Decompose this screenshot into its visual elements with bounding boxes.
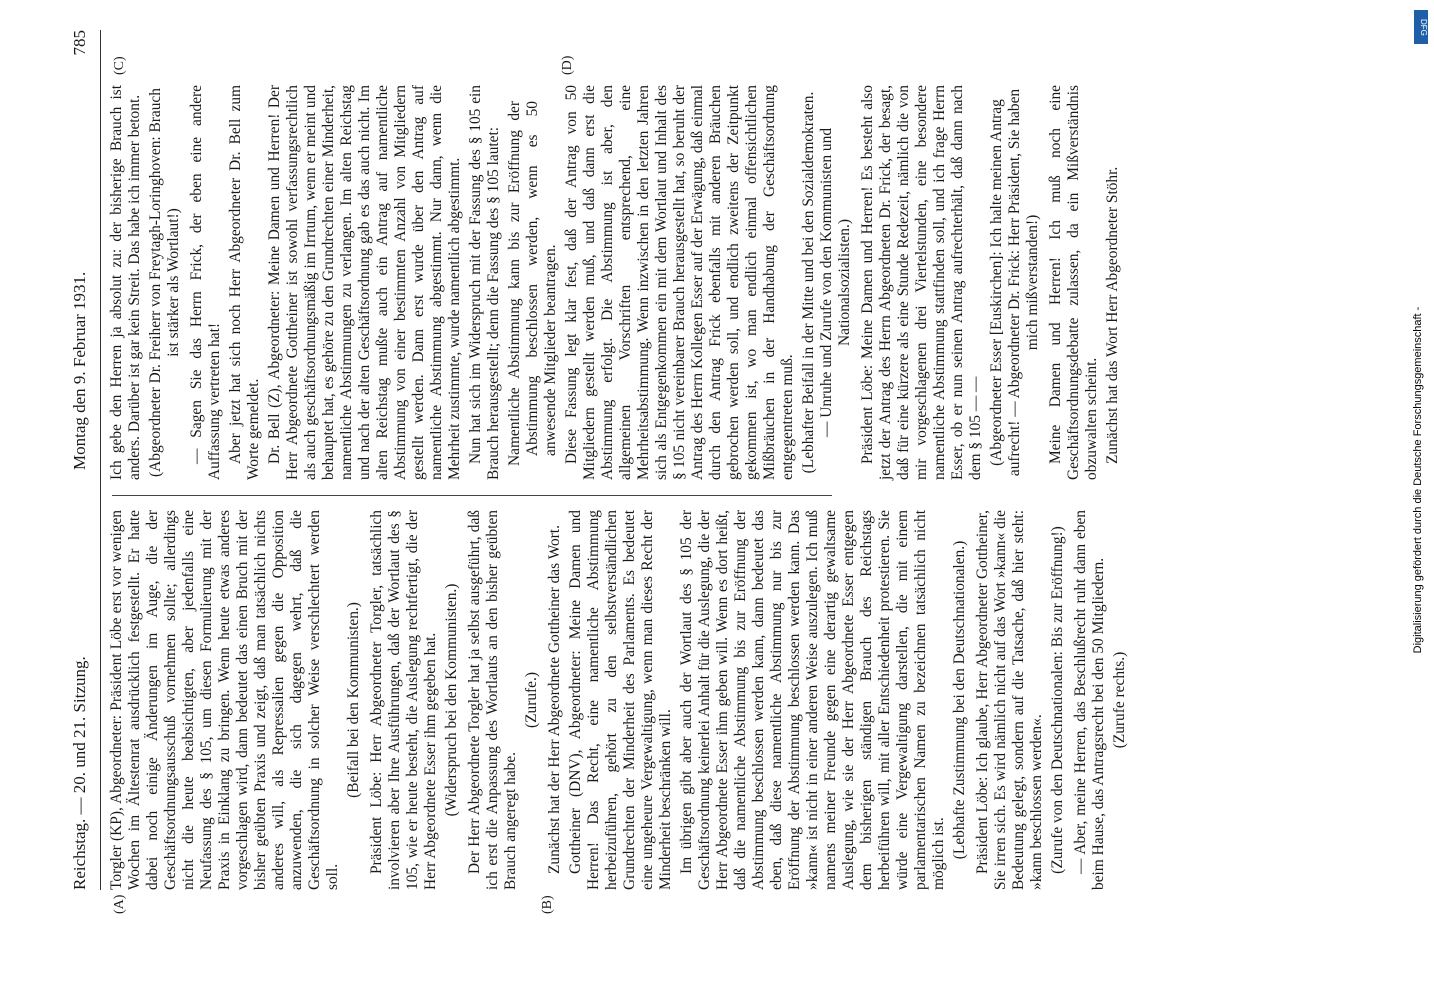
interjection: (Abgeordneter Dr. Freiherr von Freytagh-Loringhoven: Brauch ist stärker als Wortlaut!): [147, 88, 182, 477]
digitization-credit: [1408, 0, 1430, 1000]
paragraph: Dr. Bell (Z), Abgeordneter: Meine Damen und Herren! Der Herr Abgeordnete Gottheiner ist sowohl verfassungsrechtlich als auch geschäftsordnungsmäßig im Irrtum, wenn er meint und behauptet hat, es gehöre zu den Grundrechten einer Minderheit, namentliche Abstimmungen zu verlangen. Im alten Reichstag und nach der alten Geschäftsordnung gab es das auch nicht. Im alten Reichstag mußte auch ein Antrag auf namentliche Abstimmung von einer bestimmten Anzahl von Mitgliedern gestellt werden. Dann erst wurde über den Antrag auf namentliche Abstimmung abgestimmt. Nur dann, wenn die Mehrheit zustimmte, wurde namentlich abgestimmt.: [266, 85, 463, 480]
paragraph: Präsident Löbe: Meine Damen und Herren! Es besteht also jetzt der Antrag des Herrn Abgeordneten Dr. Frick, der besagt, daß für eine kürzere als eine Stunde Redezeit, nämlich die von mir vorgeschlagenen drei Viertelstunden, eine besondere namentliche Abstimmung stattfinden soll, und ich frage Herrn Esser, ob er nun seinen Antrag aufrechterhält, daß dann nach dem § 105 — —: [859, 85, 984, 480]
column-right: [108, 85, 1121, 480]
paragraph: Präsident Löbe: Herr Abgeordneter Torgler, tatsächlich involvieren aber Ihre Ausführungen, daß der Wortlaut des § 105, wie er heute besteht, die Auslegung rechtfertigt, die der Herr Abgeordnete Esser ihm gegeben hat.: [368, 510, 439, 890]
interjection: (Zurufe rechts.): [1111, 651, 1128, 749]
interjection: (Beifall bei den Kommunisten.): [345, 602, 362, 798]
paragraph: — Aber, meine Herren, das Beschlußrecht ruht dann eben beim Hause, das Antragsrecht bei den 50 Mitgliedern.: [1072, 510, 1107, 890]
paragraph: Nun hat sich im Widerspruch mit der Fassung des § 105 ein Brauch herausgestellt; denn die Fassung des § 105 lautet:: [467, 85, 502, 480]
paragraph: Meine Damen und Herren! Ich muß noch eine Geschäftsordnungsdebatte zulassen, da ein Mißverständnis obzuwalten scheint.: [1047, 85, 1100, 480]
margin-c: (C): [112, 56, 127, 75]
margin-b: (B): [540, 895, 555, 914]
header-left: Reichstag. — 20. und 21. Sitzung.: [70, 656, 89, 890]
credit-text: Digitalisierung gefördert durch die Deutsche Forschungsgemeinschaft -: [1412, 306, 1424, 654]
quoted-rule: Namentliche Abstimmung kann bis zur Eröffnung der Abstimmung beschlossen werden, wenn es 50 anwesende Mitglieder beantragen.: [506, 101, 559, 466]
interjection: (Zurufe von den Deutschnationalen: Bis zur Eröffnung!): [1049, 526, 1066, 874]
dfg-logo: DFG: [1414, 10, 1428, 44]
paragraph: Im übrigen gibt aber auch der Wortlaut des § 105 der Geschäftsordnung keinerlei Anhalt für die Auslegung, die der Herr Abgeordnete Esser ihm geben will. Wenn es dort heißt, daß die namentliche Abstimmung bis zur Eröffnung der Abstimmung beschlossen werden kann, dann bedeutet das eben, daß diese namentliche Abstimmung nur bis zur Eröffnung der Abstimmung beschlossen werden kann. Das »kann« ist nicht in einer anderen Weise auszulegen. Ich muß namens meiner Freunde gegen eine derartig gewaltsame Auslegung, wie sie der Herr Abgeordnete Esser entgegen dem bisherigen ständigen Brauch des Reichstags herbeiführen will, mit aller Entschiedenheit protestieren. Sie würde eine Vergewaltigung darstellen, die mit einem parlamentarischen Namen zu bezeichnen tatsächlich nicht möglich ist.: [678, 510, 947, 890]
paragraph: Torgler (KP), Abgeordneter: Präsident Löbe erst vor wenigen Wochen im Ältestenrat ausdrücklich festgestellt. Er hatte dabei noch einige Änderungen im Auge, die der Geschäftsordnungsausschuß vornehmen sollte; allerdings nicht die heute beabsichtigten, aber jedenfalls eine Neufassung des § 105, um diesen Formulierung mit der Praxis in Einklang zu bringen. Wenn heute etwas anderes vorgeschlagen wird, dann bedeutet das einen Bruch mit der bisher geübten Praxis und zeigt, daß man tatsächlich nichts anderes will, als Repressalien gegen die Opposition anzuwenden, die sich dagegen wehrt, daß die Geschäftsordnung in solcher Weise verschlechtert werden soll.: [108, 510, 341, 890]
paragraph: Zunächst hat das Wort Herr Abgeordneter Stöhr.: [1104, 166, 1121, 464]
page-header: [70, 30, 98, 890]
interjection: (Lebhafte Zustimmung bei den Deutschnationalen.): [951, 540, 968, 860]
header-rule: [100, 30, 101, 890]
paragraph: Der Herr Abgeordnete Torgler hat ja selbst ausgeführt, daß ich erst die Anpassung des Wortlauts an den bisher geübten Brauch angeregt habe.: [466, 510, 519, 890]
paragraph: Ich gebe den Herren ja absolut zu: der bisherige Brauch ist anders. Darüber ist gar kein Streit. Das habe ich immer betont.: [108, 85, 143, 480]
paragraph: Aber jetzt hat sich noch Herr Abgeordneter Dr. Bell zum Worte gemeldet.: [227, 85, 262, 480]
paragraph: Präsident Löbe: Ich glaube, Herr Abgeordneter Gottheiner, Sie irren sich. Es wird nämlich nicht auf das Wort »kann« die Bedeutung gelegt, sondern auf die Tatsache, daß hier steht: »kann beschlossen werden«.: [974, 510, 1045, 890]
margin-a: (A): [112, 894, 127, 914]
page-number: 785: [70, 30, 89, 56]
column-left: [108, 510, 1128, 890]
margin-d: (D): [560, 55, 575, 75]
interjection: (Zurufe.): [523, 672, 540, 728]
interjection: (Widerspruch bei den Kommunisten.): [443, 583, 460, 817]
paragraph: — Sagen Sie das Herrn Frick, der eben eine andere Auffassung vertreten hat!: [188, 85, 223, 480]
interjection: (Abgeordneter Esser [Euskirchen]: Ich halte meinen Antrag aufrecht! — Abgeordneter Dr. Frick: Herr Präsident, Sie haben mich mißverstanden!): [988, 88, 1041, 477]
paragraph: Zunächst hat der Herr Abgeordnete Gottheiner das Wort.: [546, 525, 563, 874]
interjection: (Lebhafter Beifall in der Mitte und bei den Sozialdemokraten. — Unruhe und Zurufe von den Kommunisten und Nationalsozialisten.): [800, 91, 853, 474]
paragraph: Gottheiner (DNV), Abgeordneter: Meine Damen und Herren! Das Recht, eine namentliche Abstimmung herbeizuführen, gehört zu den selbstverständlichen Grundrechten der Minderheit des Parlaments. Es bedeutet eine ungeheure Vergewaltigung, wenn man dieses Recht der Minderheit beschränken will.: [567, 510, 674, 890]
column-divider: [112, 495, 832, 496]
header-date: Montag den 9. Februar 1931.: [70, 271, 89, 470]
paragraph: Diese Fassung legt klar fest, daß der Antrag von 50 Mitgliedern gestellt werden muß, und daß dann erst die Abstimmung erfolgt. Die Abstimmung ist aber, den allgemeinen Vorschriften entsprechend, eine Mehrheitsabstimmung. Wenn inzwischen in den letzten Jahren sich als Entgegenkommen ein mit dem Wortlaut und Inhalt des § 105 nicht vereinbarer Brauch herausgestellt hat, so beruht der Antrag des Herrn Kollegen Esser auf der Erwägung, daß einmal durch den Antrag Frick ebenfalls mit anderen Bräuchen gebrochen werden soll, und endlich zweitens der Zeitpunkt gekommen ist, wo man endlich einmal offensichtlichen Mißbräuchen in der Handhabung der Geschäftsordnung entgegentreten muß.: [563, 85, 796, 480]
